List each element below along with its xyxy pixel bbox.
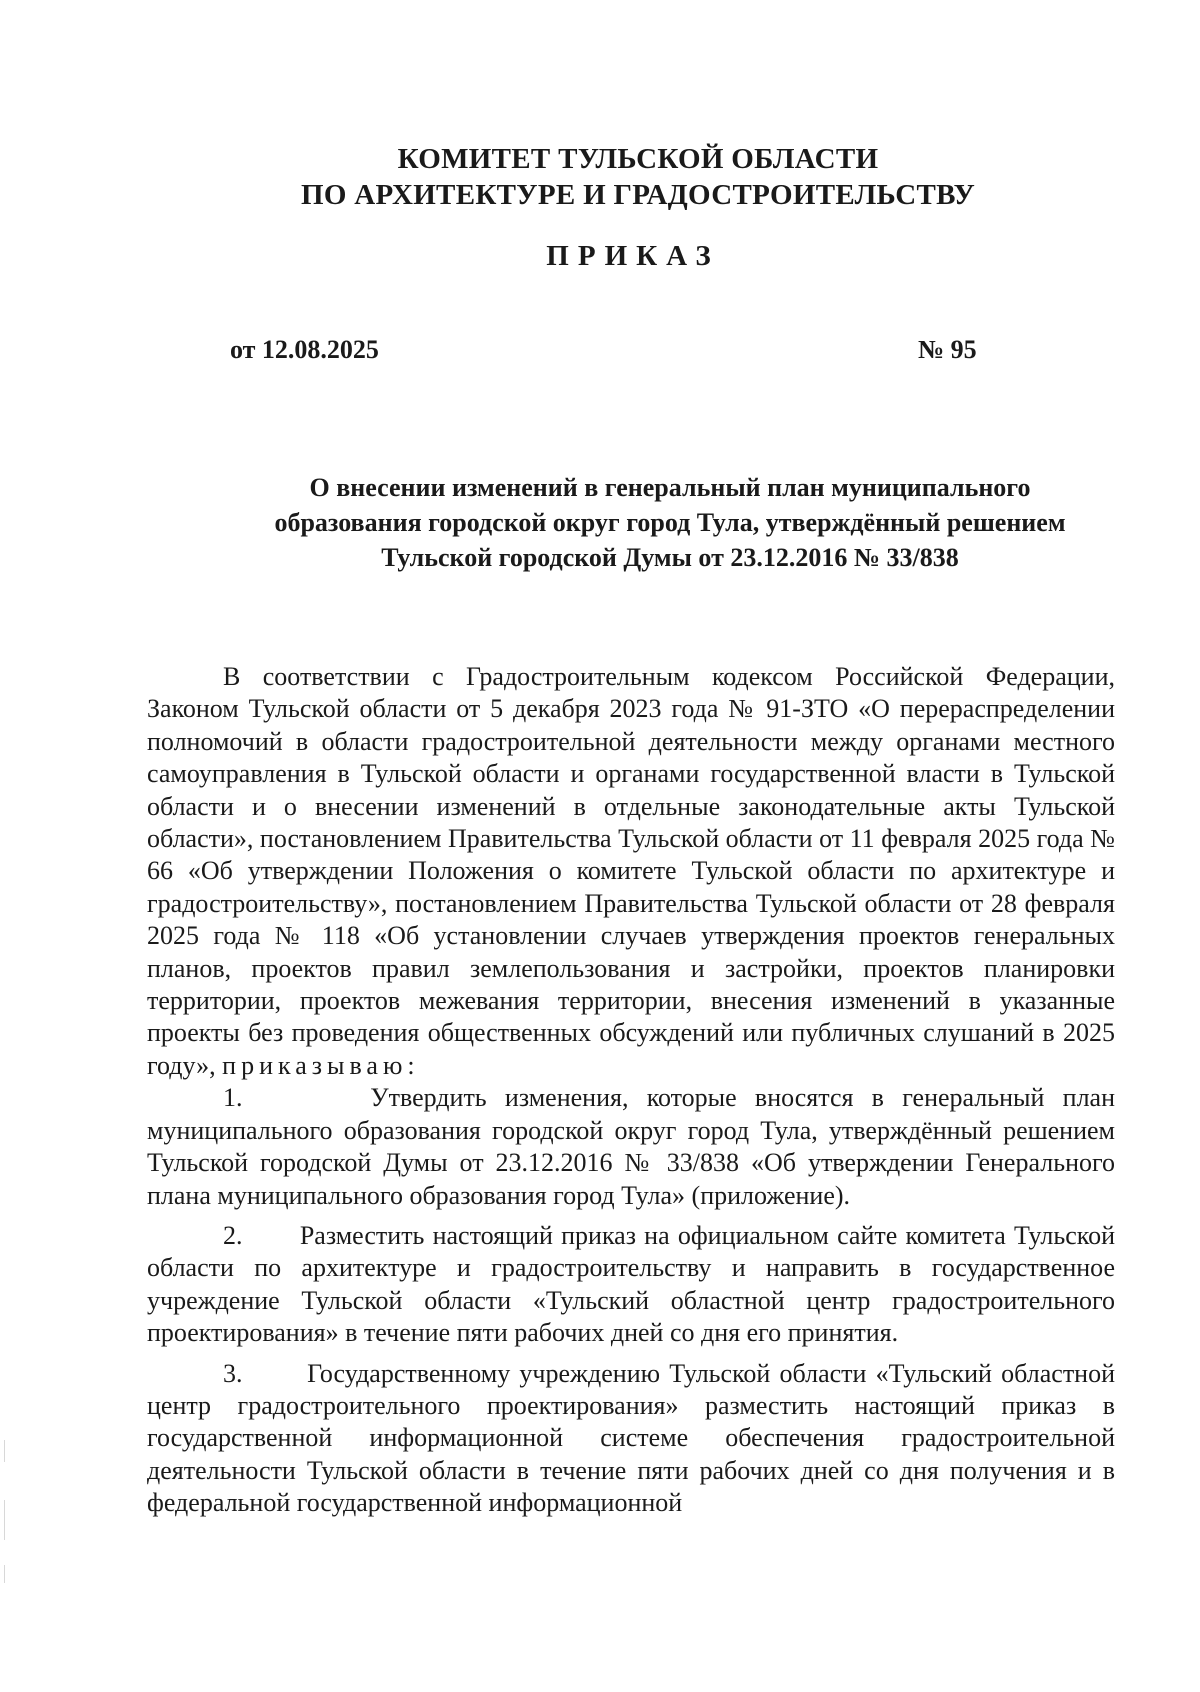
list-item xyxy=(147,1082,1115,1212)
directive-word: приказываю: xyxy=(222,1050,420,1080)
list-item-number: 1. xyxy=(223,1083,243,1113)
document-number: № 95 xyxy=(918,335,977,364)
document-body xyxy=(147,661,1115,1520)
scan-artifact-mark xyxy=(4,1500,5,1540)
list-item-number: 2. xyxy=(223,1220,243,1250)
organization-name-line-2: ПО АРХИТЕКТУРЕ И ГРАДОСТРОИТЕЛЬСТВУ xyxy=(300,179,976,211)
list-item-text: Государственному учреждению Тульской области «Тульский областной центр градостроительного проектирования» разместить настоящий приказ в государственной информационной системе обеспечения градостроительной деятельности Тульской области в течение пяти рабочих дней со дня получения и в федеральной государственной информационной xyxy=(147,1358,1116,1518)
preamble-paragraph xyxy=(147,661,1115,1082)
scan-artifact-mark xyxy=(4,1440,5,1462)
document-title-line-1: О внесении изменений в генеральный план муниципального xyxy=(309,473,1031,502)
list-item xyxy=(147,1220,1115,1350)
organization-name-line-1: КОМИТЕТ ТУЛЬСКОЙ ОБЛАСТИ xyxy=(397,143,879,175)
list-item-text: Разместить настоящий приказ на официальном сайте комитета Тульской области по архитектуре и градостроительству и направить в государственное учреждение Тульской области «Тульский областной центр градостроительного проектирования» в течение пяти рабочих дней со дня его принятия. xyxy=(147,1220,1116,1348)
preamble-text: В соответствии с Градостроительным кодексом Российской Федерации, Законом Тульской области от 5 декабря 2023 года № 91-ЗТО «О перераспределении полномочий в области градостроительной деятельности между органами местного самоуправления в Тульской области и органами государственной власти в Тульской области и о внесении изменений в отдельные законодательные акты Тульской области», постановлением Правительства Тульской области от 11 февраля 2025 года № 66 «Об утверждении Положения о комитете Тульской области по архитектуре и градостроительству», постановлением Правительства Тульской области от 28 февраля 2025 года № 118 «Об установлении случаев утверждения проектов генеральных планов, проектов правил землепользования и застройки, проектов планировки территории, проектов межевания территории, внесения изменений в указанные проекты без проведения общественных обсуждений или публичных слушаний в 2025 году», xyxy=(147,662,1115,1080)
document-title xyxy=(150,470,1190,575)
document-title-line-2: образования городской округ город Тула, утверждённый решением xyxy=(274,508,1066,537)
document-date: от 12.08.2025 xyxy=(230,335,379,364)
list-item xyxy=(147,1358,1115,1520)
scan-artifact-mark xyxy=(4,1565,5,1583)
document-title-line-3: Тульской городской Думы от 23.12.2016 № 33/838 xyxy=(381,543,959,572)
list-item-number: 3. xyxy=(223,1358,243,1388)
organization-name xyxy=(0,141,1200,213)
document-type: ПРИКАЗ xyxy=(546,240,720,272)
list-item-text: Утвердить изменения, которые вносятся в генеральный план муниципального образования городской округ город Тула, утверждённый решением Тульской городской Думы от 23.12.2016 № 33/838 «Об утверждении Генерального плана муниципального образования город Тула» (приложение). xyxy=(147,1083,1116,1210)
